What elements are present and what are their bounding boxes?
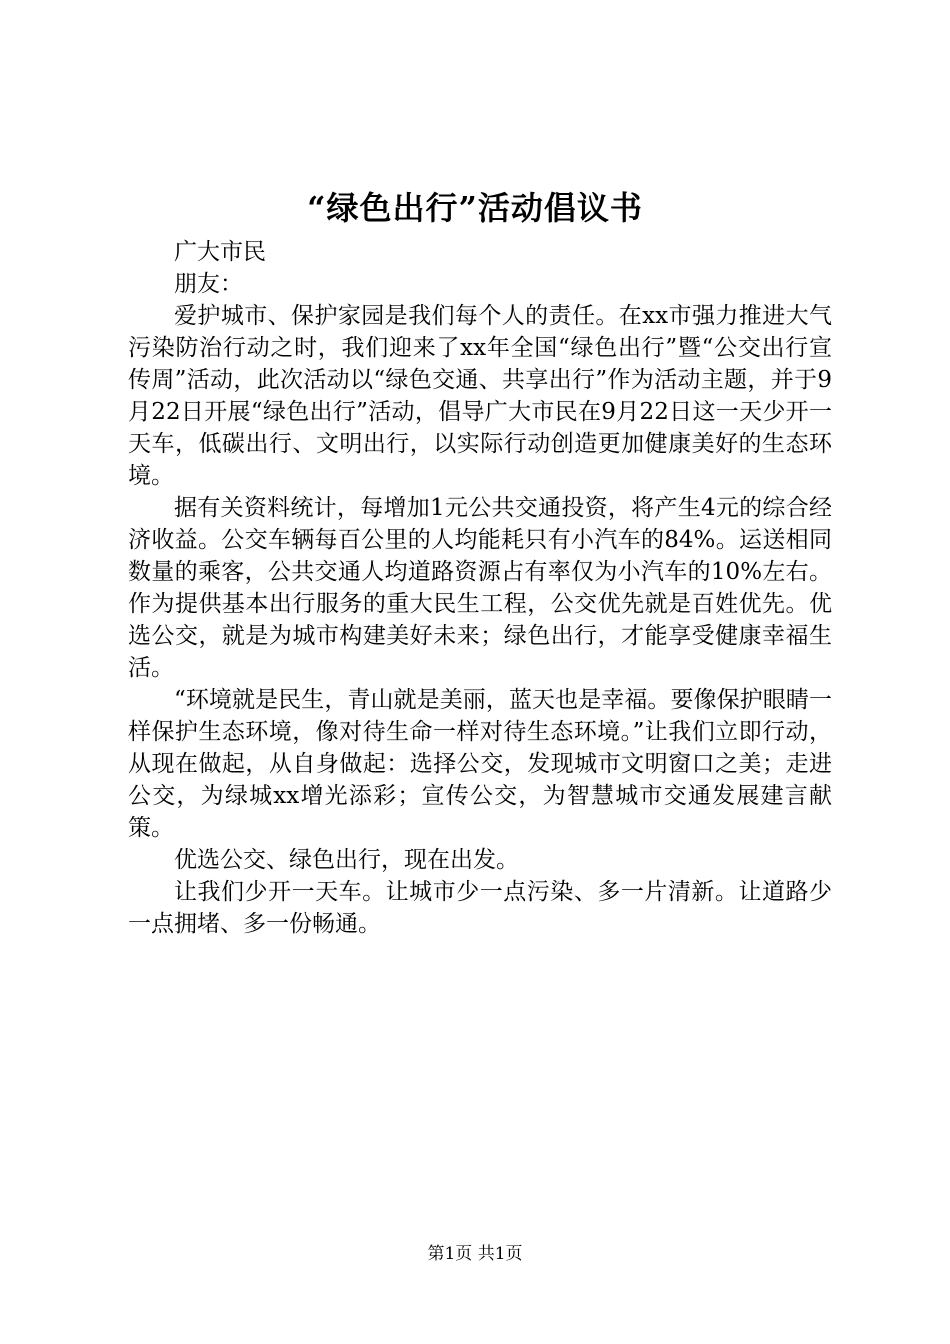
body-paragraph: 爱护城市、保护家园是我们每个人的责任。在xx市强力推进大气污染防治行动之时，我们迎来了xx年全国“绿色出行”暨“公交出行宣传周”活动，此次活动以“绿色交通、共享出行”作为活动主题，并于9月22日开展“绿色出行”活动，倡导广大市民在9月22日这一天少开一天车，低碳出行、文明出行，以实际行动创造更加健康美好的生态环境。 [128,303,832,489]
document-body [128,236,832,940]
greeting-line: 朋友： [174,271,243,297]
body-paragraph: 优选公交、绿色出行，现在出发。 [174,847,519,873]
greeting-line: 广大市民 [174,239,266,265]
page-footer: 第1页 共1页 [427,1244,523,1264]
document-title: “绿色出行”活动倡议书 [307,189,643,227]
body-paragraph: 据有关资料统计，每增加1元公共交通投资，将产生4元的综合经济收益。公交车辆每百公里的人均能耗只有小汽车的84%。运送相同数量的乘客，公共交通人均道路资源占有率仅为小汽车的10%左右。作为提供基本出行服务的重大民生工程，公交优先就是百姓优先。优选公交，就是为城市构建美好未来；绿色出行，才能享受健康幸福生活。 [128,495,832,681]
body-paragraph: 让我们少开一天车。让城市少一点污染、多一片清新。让道路少一点拥堵、多一份畅通。 [128,879,832,937]
body-paragraph: “环境就是民生，青山就是美丽，蓝天也是幸福。要像保护眼睛一样保护生态环境，像对待生命一样对待生态环境。”让我们立即行动，从现在做起，从自身做起：选择公交，发现城市文明窗口之美；走进公交，为绿城xx增光添彩；宣传公交，为智慧城市交通发展建言献策。 [128,687,832,841]
